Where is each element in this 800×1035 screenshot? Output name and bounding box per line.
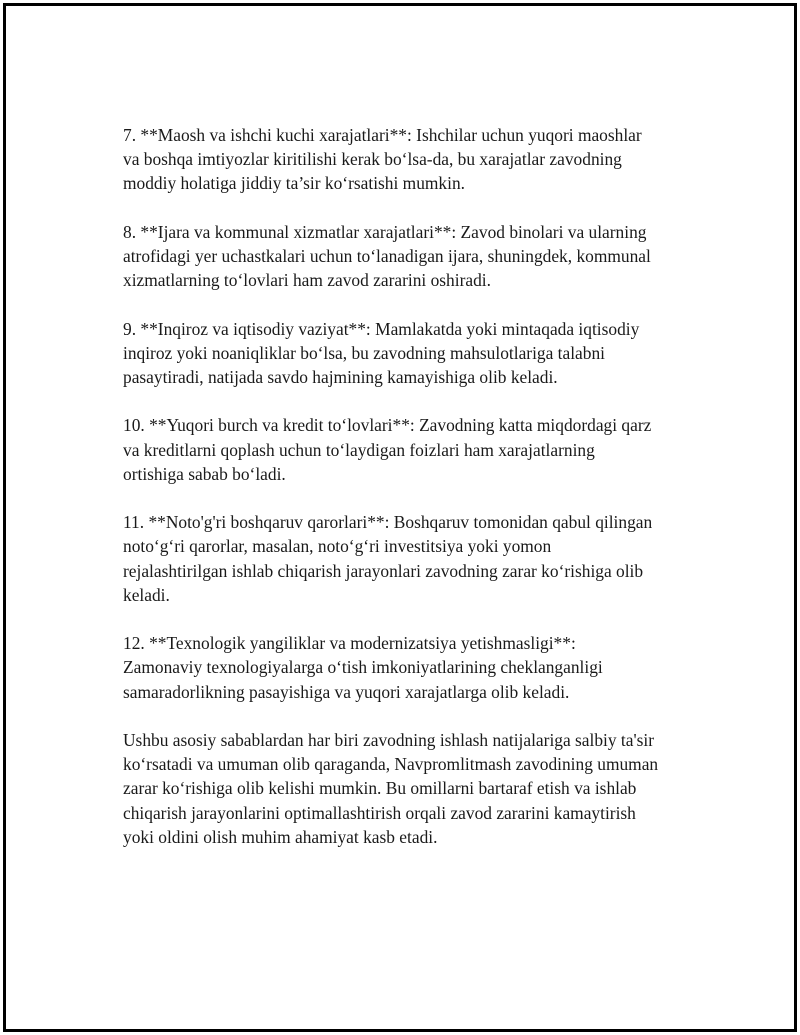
text-line: 10. **Yuqori burch va kredit to‘lovlari**: Zavodning katta miqdordagi qarz (123, 415, 652, 436)
text-line: ko‘rsatadi va umuman olib qaraganda, Navpromlitmash zavodining umuman (123, 754, 659, 775)
paragraph-conclusion (123, 728, 703, 849)
paragraph-item-8 (123, 220, 703, 293)
text-line: pasaytiradi, natijada savdo hajmining kamayishiga olib keladi. (123, 367, 558, 387)
text-line: yoki oldini olish muhim ahamiyat kasb etadi. (123, 826, 438, 847)
text-line: zarar ko‘rishiga olib kelishi mumkin. Bu omillarni bartaraf etish va ishlab (123, 778, 637, 799)
text-line: xizmatlarning to‘lovlari ham zavod zararini oshiradi. (123, 270, 491, 291)
paragraph-item-7 (123, 123, 703, 196)
text-line: 11. **Noto'g'ri boshqaruv qarorlari**: Boshqaruv tomonidan qabul qilingan (123, 512, 653, 533)
text-line: 9. **Inqiroz va iqtisodiy vaziyat**: Mamlakatda yoki mintaqada iqtisodiy (123, 318, 640, 339)
paragraph-item-11 (123, 510, 703, 607)
text-line: inqiroz yoki noaniqliklar bo‘lsa, bu zavodning mahsulotlariga talabni (123, 342, 605, 363)
text-line: va boshqa imtiyozlar kiritilishi kerak bo‘lsa-da, bu xarajatlar zavodning (123, 149, 622, 170)
text-line: 7. **Maosh va ishchi kuchi xarajatlari**: Ishchilar uchun yuqori maoshlar (123, 125, 642, 145)
paragraph-item-12 (123, 631, 703, 704)
text-line: rejalashtirilgan ishlab chiqarish jarayonlari zavodning zarar ko‘rishiga olib (123, 560, 644, 581)
text-line: Zamonaviy texnologiyalarga o‘tish imkoniyatlarining cheklanganligi (123, 657, 603, 678)
text-line: moddiy holatiga jiddiy ta’sir ko‘rsatishi mumkin. (123, 173, 465, 194)
text-line: noto‘g‘ri qarorlar, masalan, noto‘g‘ri investitsiya yoki yomon (123, 536, 552, 557)
text-line: 8. **Ijara va kommunal xizmatlar xarajatlari**: Zavod binolari va ularning (123, 221, 647, 242)
text-line: chiqarish jarayonlarini optimallashtirish orqali zavod zararini kamaytirish (123, 802, 636, 823)
text-line: Ushbu asosiy sabablardan har biri zavodning ishlash natijalariga salbiy ta'sir (123, 729, 655, 750)
page-border (3, 3, 797, 1032)
paragraph-item-9 (123, 317, 703, 390)
paragraph-item-10 (123, 413, 703, 486)
text-line: ortishiga sabab bo‘ladi. (123, 463, 286, 484)
text-line: atrofidagi yer uchastkalari uchun to‘lanadigan ijara, shuningdek, kommunal (123, 246, 651, 266)
text-line: samaradorlikning pasayishiga va yuqori xarajatlarga olib keladi. (123, 681, 570, 702)
document-body (123, 123, 703, 873)
text-line: 12. **Texnologik yangiliklar va modernizatsiya yetishmasligi**: (123, 633, 576, 654)
text-line: va kreditlarni qoplash uchun to‘laydigan foizlari ham xarajatlarning (123, 439, 595, 460)
text-line: keladi. (123, 584, 170, 605)
